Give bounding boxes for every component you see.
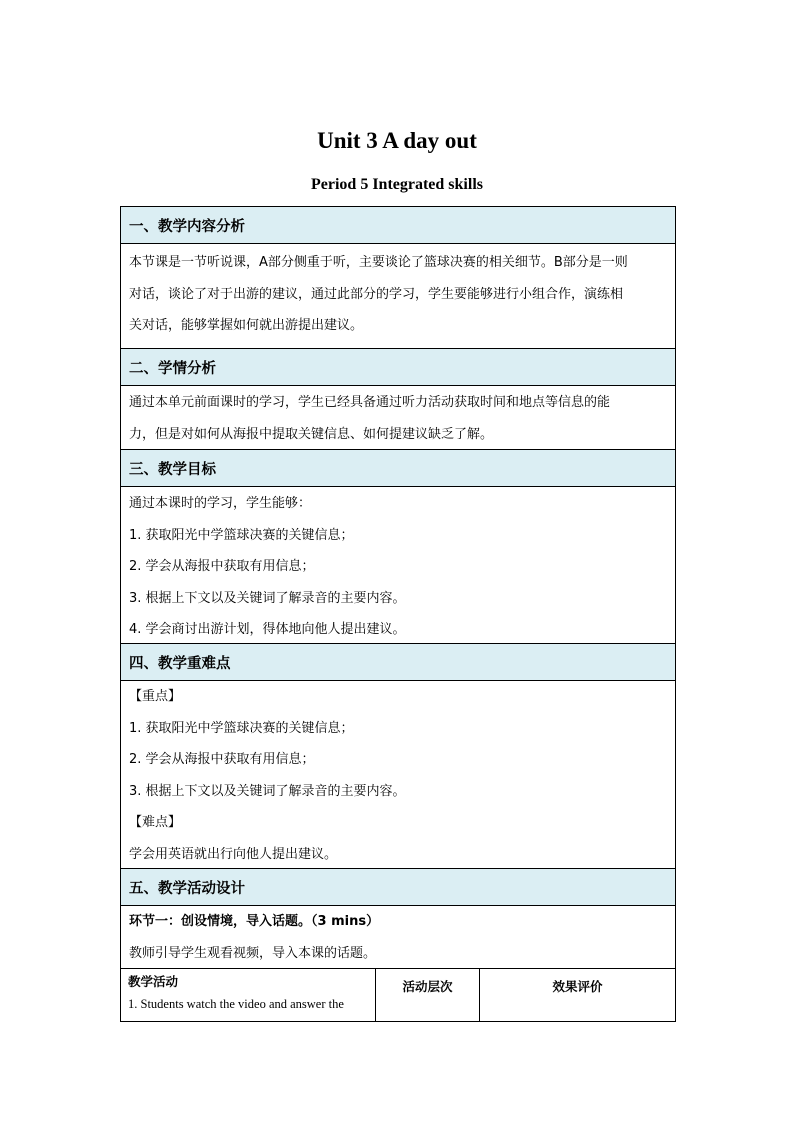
activity-table-row (121, 969, 675, 1021)
text-line: 1. 获取阳光中学篮球决赛的关键信息； (129, 720, 354, 736)
section-body-activity-design (121, 906, 675, 969)
document-subtitle: Period 5 Integrated skills (311, 176, 483, 193)
text-line: 通过本课时的学习，学生能够： (129, 496, 312, 511)
text-line: 关对话，能够掌握如何就出游提出建议。 (129, 318, 364, 333)
lesson-plan-table (120, 206, 676, 1022)
section-heading-student-analysis: 二、学情分析 (121, 349, 675, 386)
text-line: 1. 获取阳光中学篮球决赛的关键信息； (129, 527, 354, 543)
text-line: 2. 学会从海报中获取有用信息； (129, 559, 315, 574)
text-line: 3. 根据上下文以及关键词了解录音的主要内容。 (129, 783, 406, 799)
section-body-student-analysis (121, 386, 675, 450)
text-line: 教师引导学生观看视频，导入本课的话题。 (129, 945, 377, 961)
activity-level-header: 活动层次 (376, 969, 480, 1021)
effect-evaluation-header: 效果评价 (552, 979, 603, 994)
document-title: Unit 3 A day out (317, 128, 477, 153)
section-body-key-points (121, 681, 675, 869)
section-heading-teaching-objectives: 三、教学目标 (121, 450, 675, 487)
text-line: 本节课是一节听说课，A部分侧重于听，主要谈论了篮球决赛的相关细节。B部分是一则 (129, 255, 628, 270)
stage-heading: 环节一：创设情境，导入话题。（3 mins） (129, 914, 380, 929)
activity-cell (121, 969, 376, 1021)
text-line: 【难点】 (129, 815, 182, 830)
text-line: 2. 学会从海报中获取有用信息； (129, 752, 315, 767)
text-line: 通过本单元前面课时的学习，学生已经具备通过听力活动获取时间和地点等信息的能 (129, 395, 611, 410)
section-heading-content-analysis: 一、教学内容分析 (121, 207, 675, 244)
text-line: 【重点】 (129, 689, 182, 704)
text-line: 力，但是对如何从海报中提取关键信息、如何提建议缺乏了解。 (129, 426, 494, 442)
section-body-content-analysis (121, 244, 675, 349)
text-line: 学会用英语就出行向他人提出建议。 (129, 846, 338, 862)
section-heading-activity-design: 五、教学活动设计 (121, 869, 675, 906)
text-line: 4. 学会商讨出游计划，得体地向他人提出建议。 (129, 622, 406, 637)
activity-text: 1. Students watch the video and answer the (128, 997, 344, 1011)
text-line: 对话，谈论了对于出游的建议，通过此部分的学习，学生要能够进行小组合作，演练相 (129, 286, 624, 302)
section-body-teaching-objectives (121, 487, 675, 644)
section-heading-key-points: 四、教学重难点 (121, 644, 675, 681)
activity-header: 教学活动 (128, 974, 179, 989)
text-line: 3. 根据上下文以及关键词了解录音的主要内容。 (129, 590, 406, 606)
